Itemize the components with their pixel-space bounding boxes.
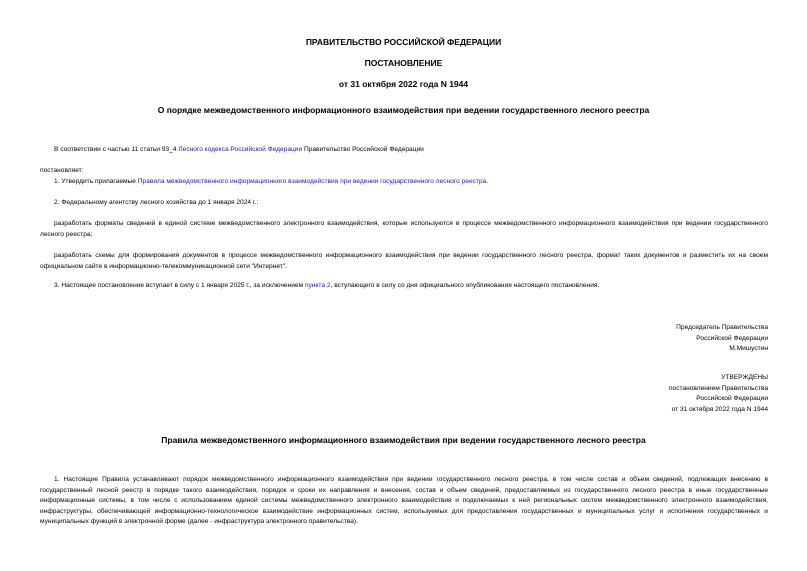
intro-text-pre: В соответствии с частью 11 статьи 93_4	[54, 146, 179, 153]
rules-paragraph-1: 1. Настоящие Правила устанавливают порядок межведомственного информационного взаимодействия при ведении государственного лесного реестра, в том числе состав и объем сведений, подлежащих внесению в государственный лесной реестр в порядке такого взаимодействия, порядок и сроки их направления и внесения, состав и объем сведений, предоставляемых из государственного лесного реестра в иные государственные информационные системы, в том числе с использованием единой системы межведомственного электронного взаимодействия и подключаемых к ней региональных систем межведомственного электронного взаимодействия, инфраструктуры, обеспечивающей информационно-технологическое взаимодействие информационных систем, используемых для предоставления государственных и муниципальных услуг и исполнения государственных и муниципальных функций в электронной форме (далее - инфраструктура электронного правительства).	[40, 476, 768, 525]
paragraph-2: 2. Федеральному агентству лесного хозяйства до 1 января 2024 г.:	[54, 199, 259, 206]
rules-link[interactable]: Правила межведомственного информационного взаимодействия при ведении государственного лесного реестра	[137, 178, 487, 185]
forest-code-link[interactable]: Лесного кодекса Российской Федерации	[178, 146, 303, 153]
signature-position: Председатель Правительства	[676, 324, 768, 331]
paragraph-2b: разработать схемы для формирования документов в процессе межведомственного информационного взаимодействия при ведении государственного лесного реестра, формат таких документов и разместить их на своем официальном сайте в информационно-телекоммуникационной сети "Интернет".	[40, 252, 768, 270]
rules-title: Правила межведомственного информационного взаимодействия при ведении государственного лесного реестра	[161, 435, 646, 445]
paragraph-3	[54, 281, 599, 292]
approved-date: от 31 октября 2022 года N 1944	[671, 405, 768, 413]
decrees-text: постановляет:	[40, 167, 84, 174]
p1-text-pre: 1. Утвердить прилагаемые	[54, 178, 138, 185]
date-number-heading: от 31 октября 2022 года N 1944	[338, 79, 469, 89]
government-heading: ПРАВИТЕЛЬСТВО РОССИЙСКОЙ ФЕДЕРАЦИИ	[305, 37, 502, 47]
signature-name: М.Мишустин	[729, 345, 768, 352]
signature-country: Российской Федерации	[696, 334, 768, 342]
p3-text-pre: 3. Настоящее постановление вступает в силу с 1 января 2025 г., за исключением	[54, 282, 305, 289]
doc-type-heading: ПОСТАНОВЛЕНИЕ	[364, 58, 443, 68]
paragraph-2a: разработать форматы сведений в единой системе межведомственного электронного взаимодействия, которые используются в процессе межведомственного информационного взаимодействия при ведении государственного лесного реестра;	[40, 220, 768, 238]
paragraph-1	[54, 177, 488, 188]
p3-text-post: , вступающего в силу со дня официального опубликования настоящего постановления.	[330, 282, 600, 289]
signature-block	[676, 323, 768, 355]
approved-by: постановлением Правительства	[668, 384, 768, 392]
document-title: О порядке межведомственного информационного взаимодействия при ведении государственного лесного реестра	[157, 105, 650, 115]
intro-text-post: Правительство Российской Федерации	[302, 146, 424, 153]
approved-country: Российской Федерации	[696, 395, 768, 402]
approved-label: УТВЕРЖДЕНЫ	[721, 374, 768, 381]
p1-text-post: .	[486, 178, 489, 185]
approval-block	[669, 373, 768, 415]
intro-paragraph	[54, 145, 424, 156]
clause-2-link[interactable]: пункта 2	[304, 282, 331, 289]
